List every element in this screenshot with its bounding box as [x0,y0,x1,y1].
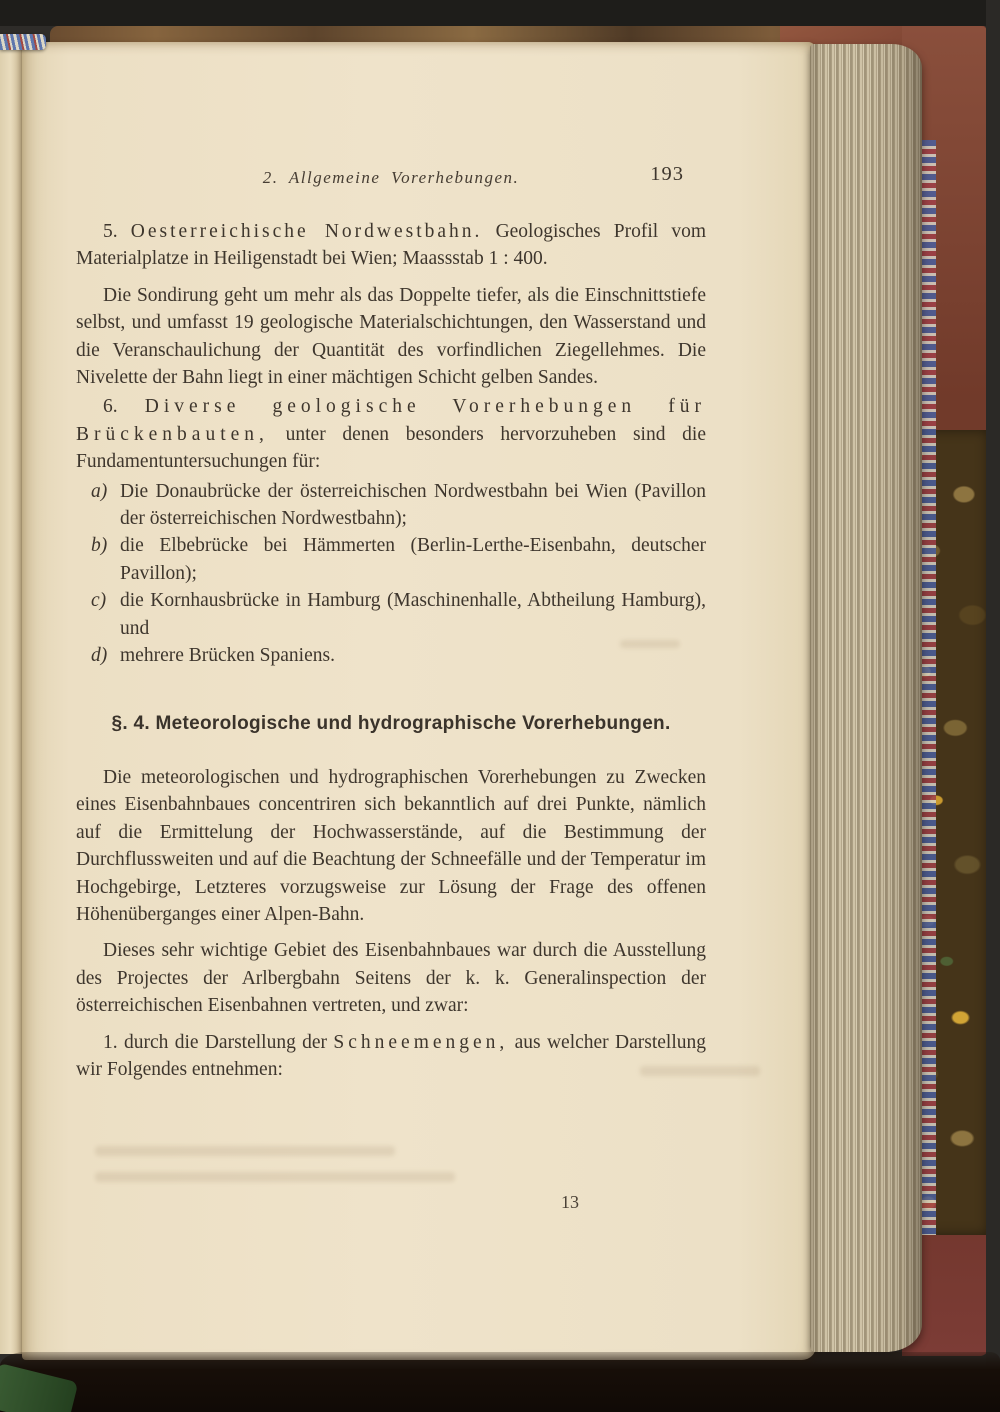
section-heading: §. 4. Meteorologische und hydrographische Vorerhebungen. [111,712,671,734]
paragraph-schneemengen [76,1029,706,1084]
footer-page-number: 13 [561,1192,579,1212]
paragraph-6-number: 6. [103,396,145,418]
page-header [76,164,706,190]
list-marker-c: c) [91,590,107,612]
list-item-b [76,532,706,587]
page-number: 193 [650,163,684,185]
list-text-c: die Kornhausbrücke in Hamburg (Maschinenhalle, Abtheilung Hamburg), und [120,590,706,639]
book-page [22,42,816,1360]
list-item-c [76,587,706,642]
list-text-a: Die Donaubrücke der österreichischen Nordwestbahn bei Wien (Pavillon der österreichischen Nordwestbahn); [120,480,706,530]
text-block [76,164,706,1083]
list-marker-a: a) [91,480,108,502]
list-marker-b: b) [91,535,108,557]
paragraph-schneemengen-pre: 1. durch die Darstellung der [103,1031,334,1053]
paragraph-5-rest: Geologisches Profil vom Materialplatze in Heiligenstadt bei Wien; Maassstab 1 : 400. [76,221,706,270]
list-item-d [76,642,706,669]
paragraph-5 [76,218,706,273]
paragraph-dieses: Dieses sehr wichtige Gebiet des Eisenbahnbaues war durch die Ausstellung des Projectes der Arlbergbahn Seitens der k. k. Generalinspection der österreichischen Eisenbahnen vertreten, und zwar: [76,940,706,1017]
paragraph-6-rest: unter denen besonders hervorzuheben sind die Fundamentuntersuchungen für: [76,423,706,473]
spaced-text-schneemengen: Schneemengen, [333,1031,509,1053]
spaced-text-brueckenbauten: Diverse geologische Vorerhebungen für Brückenbauten, [76,396,706,445]
paragraph-6 [76,393,706,475]
running-title: 2. Allgemeine Vorerhebungen. [262,168,520,187]
show-through-mark [95,1146,395,1156]
show-through-mark [95,1172,455,1182]
background-right [986,0,1000,1412]
list-text-d: mehrere Brücken Spaniens. [120,645,335,667]
list-marker-d: d) [91,645,108,667]
headband [0,34,46,50]
background-top [0,0,1000,26]
fore-edge-pages [810,44,922,1352]
list-item-a [76,478,706,533]
paragraph-meteorologisch: Die meteorologischen und hydrographischen Vorerhebungen zu Zwecken eines Eisenbahnbaues concentriren sich bekanntlich auf drei Punkte, nämlich auf die Ermittelung der Hochwasserstände, auf die Bestimmung der Durchflussweiten und auf die Beachtung der Schneefälle und der Temperatur im Hochgebirge, Letzteres vorzugsweise zur Lösung der Frage des offenen Höhenüberganges einer Alpen-Bahn. [76,766,706,925]
bottom-shadow [0,1352,1000,1412]
bridge-list [76,478,706,670]
paragraph-schneemengen-rest: aus welcher Darstellung wir Folgendes entnehmen: [76,1031,706,1080]
list-text-b: die Elbebrücke bei Hämmerten (Berlin-Lerthe-Eisenbahn, deutscher Pavillon); [120,535,706,584]
spaced-text-nordwestbahn: Oesterreichische Nordwestbahn. [130,221,483,242]
paragraph-sondirung: Die Sondirung geht um mehr als das Doppelte tiefer, als die Einschnittstiefe selbst, und umfasst 19 geologische Materialschichtungen, den Wasserstand und die Veranschaulichung der Quantität des vorfindlichen Ziegellehmes. Die Nivelette der Bahn liegt in einer mächtigen Schicht gelben Sandes. [76,284,706,389]
paragraph-5-number: 5. [103,221,131,242]
